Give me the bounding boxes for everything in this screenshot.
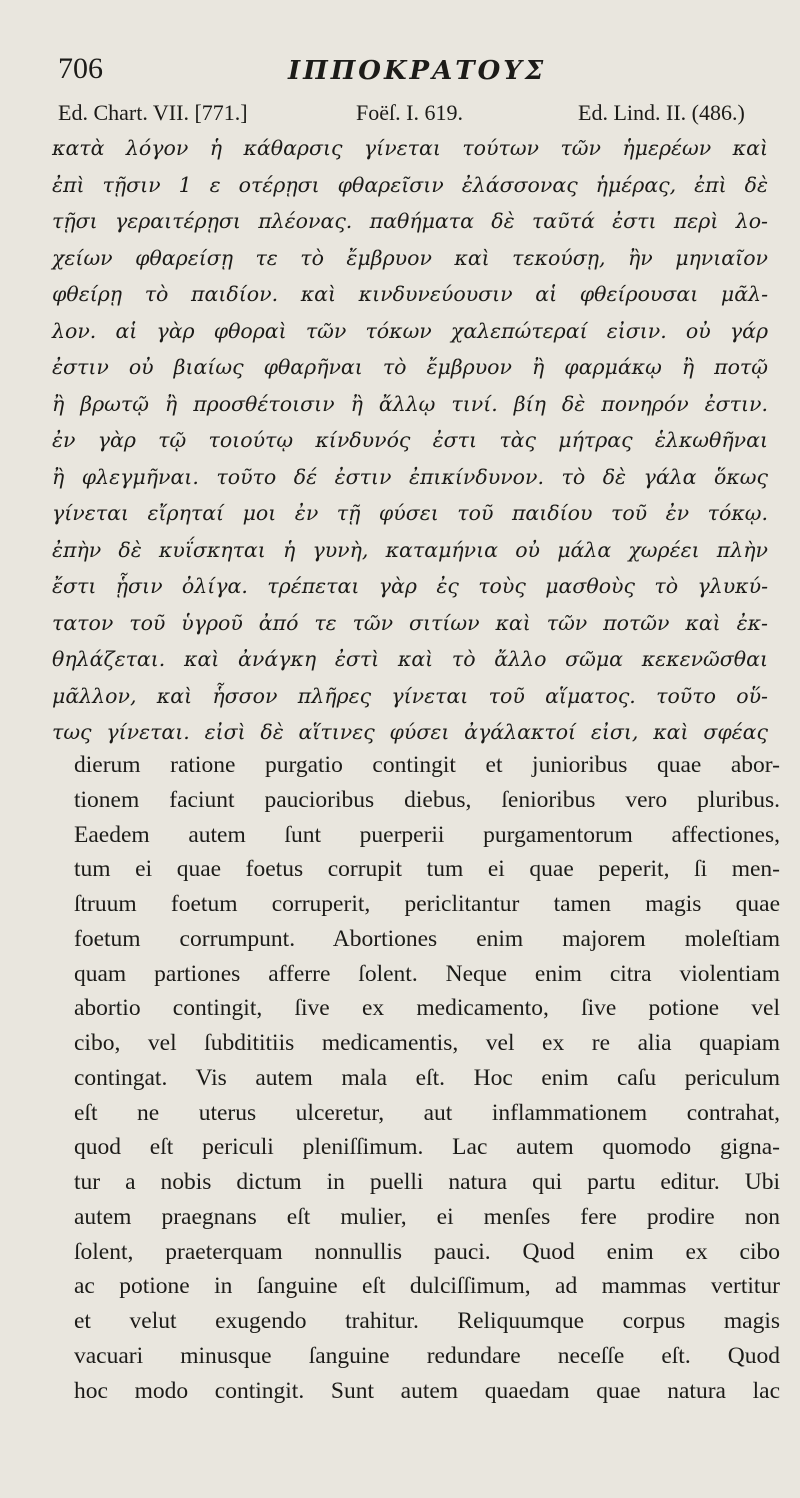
greek-line: ἐπὴν δὲ κυΐσκηται ἡ γυνὴ, καταμήνια οὐ μάλα χωρέει πλὴν (52, 537, 768, 562)
latin-line: quam partiones afferre ſolent. Neque enim citra violentiam (74, 960, 780, 987)
latin-line: quod eſt periculi pleniſſimum. Lac autem quomodo gigna- (74, 1134, 780, 1161)
greek-line: τως γίνεται. εἰσὶ δὲ αἵτινες φύσει ἀγάλακτοί εἰσι, καὶ σφέας (52, 720, 768, 744)
greek-line: ἐπὶ τῇσιν 1 ε οτέρῃσι φθαρεῖσιν ἐλάσσονας ἡμέρας, ἐπὶ δὲ (52, 172, 768, 197)
latin-line: ſolent, praeterquam nonnullis pauci. Quod enim ex cibo (74, 1238, 780, 1265)
latin-line: contingat. Vis autem mala eſt. Hoc enim caſu periculum (74, 1064, 780, 1091)
greek-line: ἢ φλεγμῆναι. τοῦτο δέ ἐστιν ἐπικίνδυνον. τὸ δὲ γάλα ὅκως (52, 464, 768, 489)
latin-line: tionem faciunt paucioribus diebus, ſenioribus vero pluribus. (74, 786, 780, 813)
greek-line: τῇσι γεραιτέρῃσι πλέονας. παθήματα δὲ ταῦτά ἐστι περὶ λο- (52, 209, 768, 233)
ed-lind-reference: Ed. Lind. II. (486.) (578, 100, 745, 125)
foes-reference: Foëſ. I. 619. (356, 100, 463, 125)
latin-line: tur a nobis dictum in puelli natura qui partu editur. Ubi (74, 1169, 780, 1195)
greek-line: τατον τοῦ ὑγροῦ ἀπό τε τῶν σιτίων καὶ τῶν ποτῶν καὶ ἐκ- (52, 610, 768, 635)
latin-line: tum ei quae foetus corrupit tum ei quae peperit, ſi men- (74, 856, 780, 883)
running-title: ΙΠΠΟΚΡΑΤΟΥΣ (288, 56, 547, 86)
greek-line: φθείρῃ τὸ παιδίον. καὶ κινδυνεύουσιν αἱ φθείρουσαι μᾶλ- (52, 282, 768, 306)
greek-text (52, 130, 768, 751)
greek-line: ἐστιν οὐ βιαίως φθαρῆναι τὸ ἔμβρυον ἢ φαρμάκῳ ἢ ποτῷ (52, 355, 768, 379)
greek-line: ἐν γὰρ τῷ τοιούτῳ κίνδυνός ἐστι τὰς μήτρας ἑλκωθῆναι (52, 428, 768, 452)
latin-line: ac potione in ſanguine eſt dulciſſimum, ad mammas vertitur (74, 1273, 780, 1300)
latin-line: vacuari minusque ſanguine redundare neceſſe eſt. Quod (74, 1342, 780, 1369)
latin-line: cibo, vel ſubdititiis medicamentis, vel ex re alia quapiam (74, 1030, 780, 1056)
latin-line: hoc modo contingit. Sunt autem quaedam quae natura lac (74, 1377, 780, 1404)
latin-line: ſtruum foetum corruperit, periclitantur tamen magis quae (74, 891, 780, 917)
greek-line: θηλάζεται. καὶ ἀνάγκη ἐστὶ καὶ τὸ ἄλλο σῶμα κεκενῶσθαι (52, 647, 768, 671)
greek-line: γίνεται εἴρηταί μοι ἐν τῇ φύσει τοῦ παιδίου τοῦ ἐν τόκῳ. (52, 501, 768, 525)
greek-line: λον. αἱ γὰρ φθοραὶ τῶν τόκων χαλεπώτεραί εἰσιν. οὐ γάρ (52, 318, 768, 343)
latin-translation (74, 748, 780, 1408)
latin-line: foetum corrumpunt. Abortiones enim majorem moleſtiam (74, 925, 780, 952)
greek-line: χείων φθαρείσῃ τε τὸ ἔμβρυον καὶ τεκούσῃ, ἢν μηνιαῖον (52, 245, 768, 270)
ed-chart-reference: Ed. Chart. VII. [771.] (58, 100, 248, 125)
greek-line: κατὰ λόγον ἡ κάθαρσις γίνεται τούτων τῶν ἡμερέων καὶ (52, 136, 768, 160)
latin-line: autem praegnans eſt mulier, ei menſes fere prodire non (74, 1203, 780, 1230)
edition-references (58, 100, 770, 130)
greek-line: ἢ βρωτῷ ἢ προσθέτοισιν ἢ ἄλλῳ τινί. βίη δὲ πονηρόν ἐστιν. (52, 391, 768, 416)
latin-line: Eaedem autem ſunt puerperii purgamentorum affectiones, (74, 821, 780, 848)
greek-line: ἔστι ᾗσιν ὀλίγα. τρέπεται γὰρ ἐς τοὺς μασθοὺς τὸ γλυκύ- (52, 574, 768, 598)
latin-line: eſt ne uterus ulceretur, aut inflammationem contrahat, (74, 1099, 780, 1126)
page-header (58, 52, 770, 98)
greek-line: μᾶλλον, καὶ ἧσσον πλῆρες γίνεται τοῦ αἵματος. τοῦτο οὕ- (52, 683, 768, 708)
latin-line: et velut exugendo trahitur. Reliquumque corpus magis (74, 1308, 780, 1334)
page-number: 706 (58, 52, 103, 85)
latin-line: dierum ratione purgatio contingit et junioribus quae abor- (74, 752, 780, 778)
latin-line: abortio contingit, ſive ex medicamento, ſive potione vel (74, 995, 780, 1022)
